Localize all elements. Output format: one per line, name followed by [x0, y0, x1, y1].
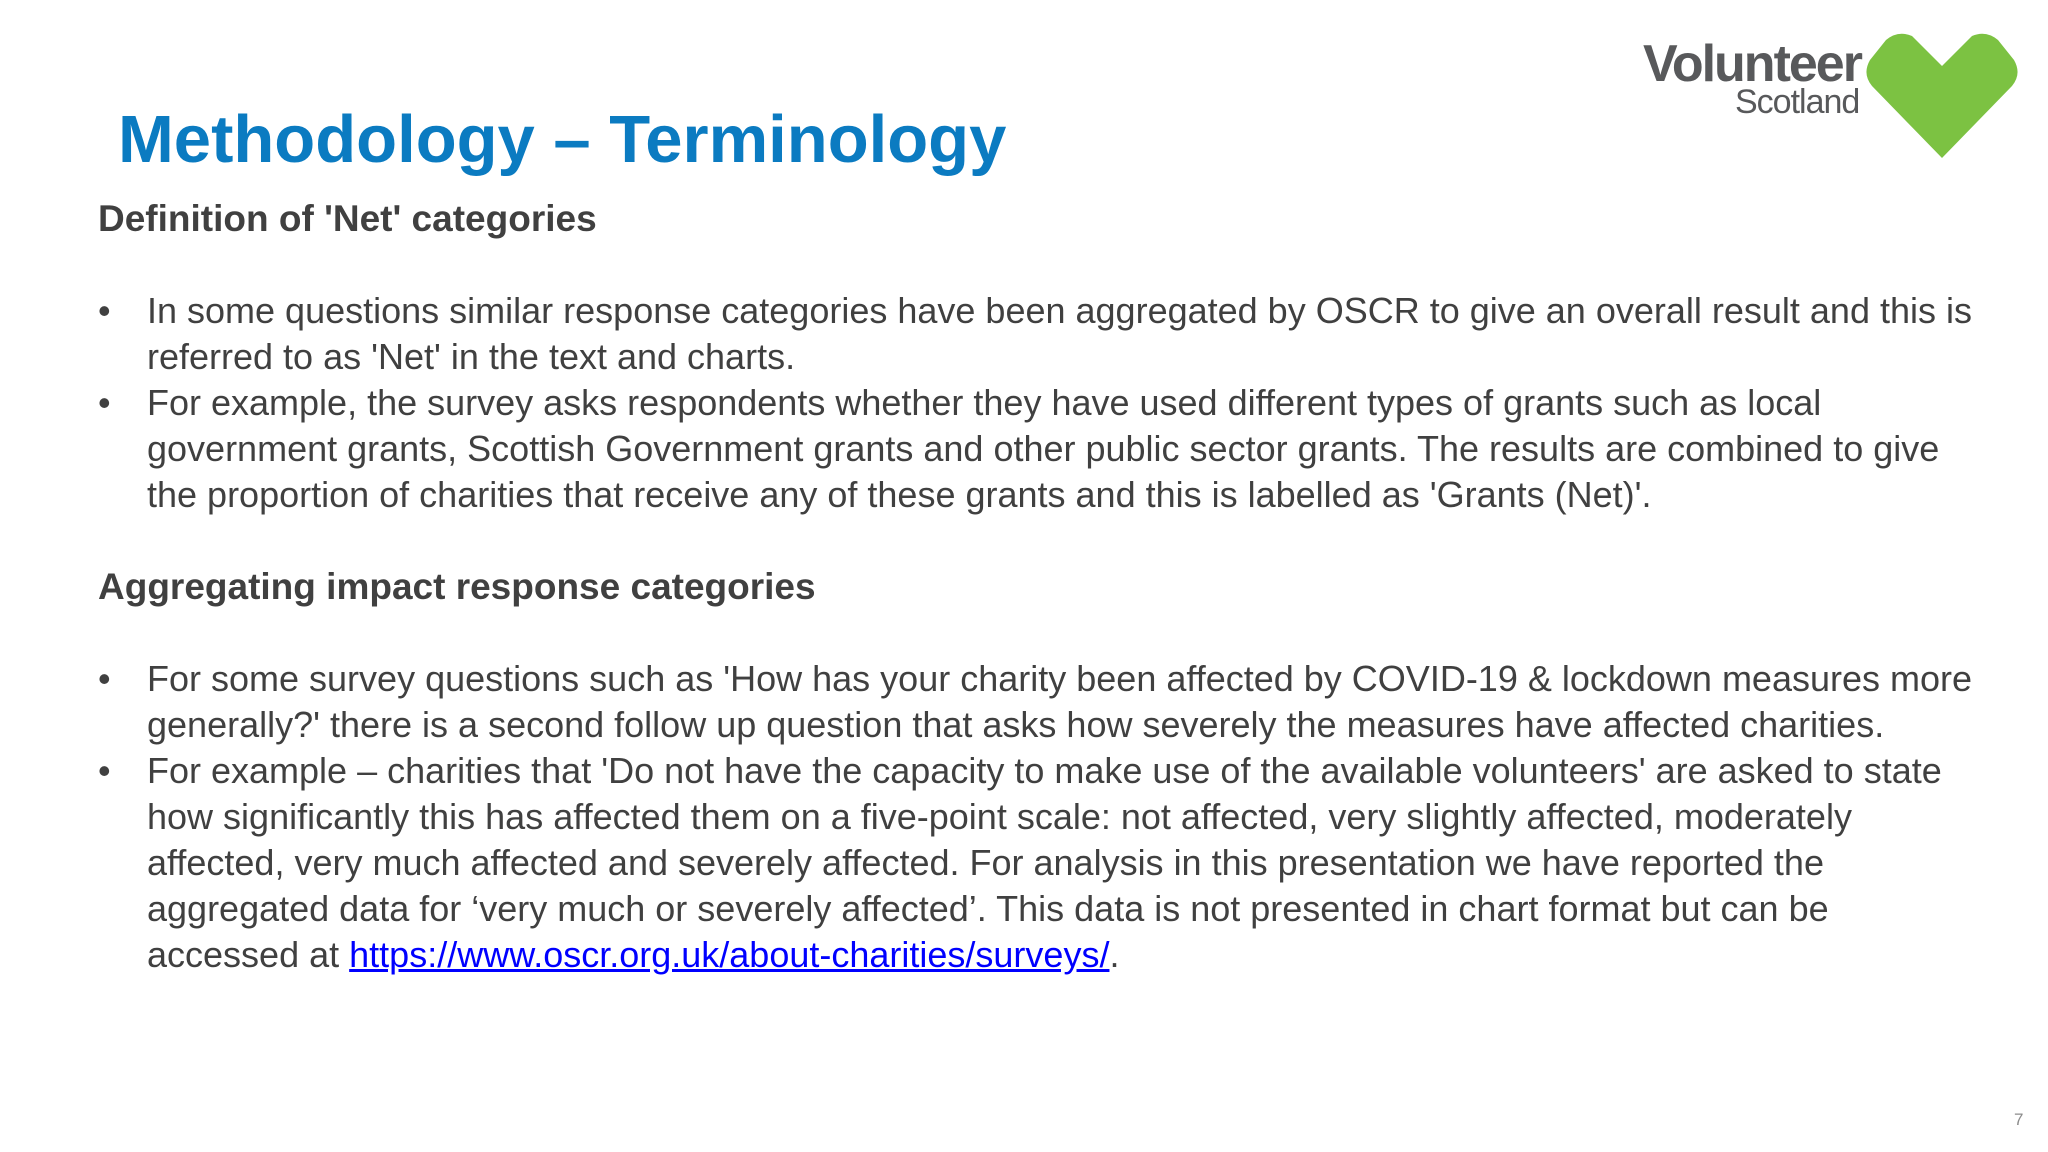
- logo-wordmark-scotland: Scotland: [1735, 83, 1860, 121]
- bullet-item: [98, 656, 1978, 748]
- bullet-dot: •: [98, 750, 111, 791]
- bullet-text: In some questions similar response categories have been aggregated by OSCR to give an overall result and this is referred to as 'Net' in the text and charts.: [147, 290, 1972, 377]
- bullet-text: For example, the survey asks respondents whether they have used different types of grants such as local government grants, Scottish Government grants and other public sector grants. The results are combined to give the proportion of charities that receive any of these grants and this is labelled as 'Grants (Net)'.: [147, 382, 1940, 515]
- bullet-dot: •: [98, 290, 111, 331]
- bullet-item: [98, 380, 1978, 518]
- oscr-surveys-link[interactable]: https://www.oscr.org.uk/about-charities/surveys/: [349, 934, 1110, 975]
- slide-title: Methodology – Terminology: [118, 102, 1007, 177]
- bullet-list-net-categories: [98, 288, 1978, 518]
- slide-number: 7: [2014, 1110, 2024, 1129]
- bullet-dot: •: [98, 658, 111, 699]
- heart-icon: [1862, 28, 2022, 164]
- logo-wordmark-volunteer: Volunteer: [1643, 35, 1861, 93]
- bullet-item: [98, 288, 1978, 380]
- bullet-item: [98, 748, 1978, 978]
- section-heading-aggregating-impact: Aggregating impact response categories: [98, 566, 816, 607]
- volunteer-scotland-logo: [1640, 28, 2020, 164]
- section-heading-net-categories: Definition of 'Net' categories: [98, 198, 597, 239]
- link-suffix: .: [1109, 934, 1120, 975]
- bullet-dot: •: [98, 382, 111, 423]
- bullet-text: For some survey questions such as 'How has your charity been affected by COVID-19 & lockdown measures more generally?' there is a second follow up question that asks how severely the measures have affected charities.: [147, 658, 1973, 745]
- bullet-list-aggregating-impact: [98, 656, 1978, 978]
- bullet-text: For example – charities that 'Do not have the capacity to make use of the available volunteers' are asked to state how significantly this has affected them on a five-point scale: not affected, very slightly affected, moderately affected, very much affected and severely affected. For analysis in this presentation we have reported the aggregated data for ‘very much or severely affected’. This data is not presented in chart format but can be accessed at: [147, 750, 1942, 975]
- slide-body: [98, 196, 1978, 978]
